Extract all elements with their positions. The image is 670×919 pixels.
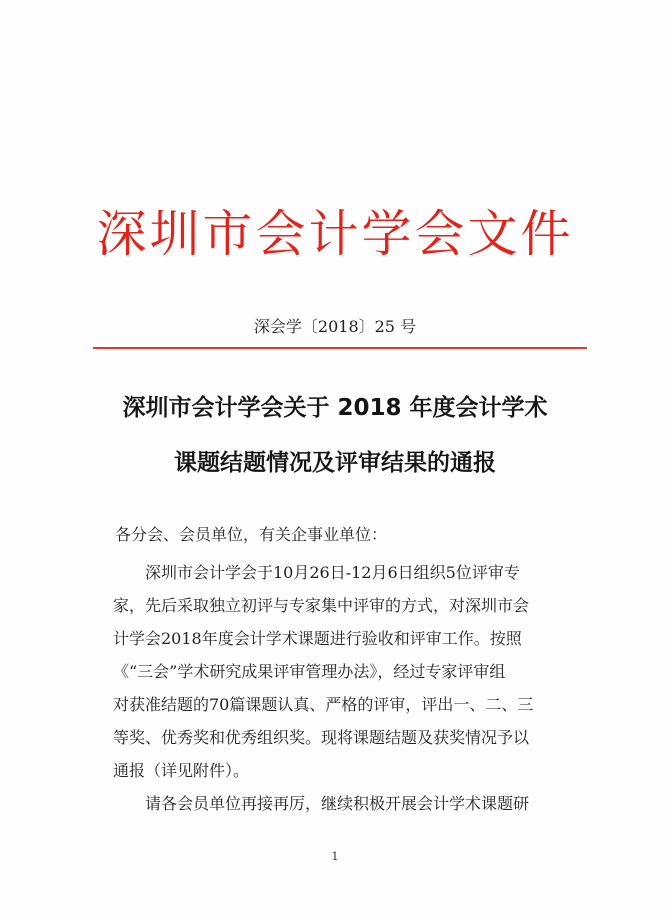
body-line-2: 家，先后采取独立初评与专家集中评审的方式，对深圳市会 [113, 596, 530, 615]
body-line-1: 深圳市会计学会于10月26日-12月6日组织5位评审专 [145, 563, 520, 582]
document-number: 深会学〔2018〕25 号 [253, 317, 417, 336]
body-line-5: 对获准结题的70篇课题认真、严格的评审，评出一、二、三 [113, 695, 534, 714]
page-number: 1 [331, 850, 339, 863]
body-line-8: 请各会员单位再接再厉，继续积极开展会计学术课题研 [145, 794, 530, 813]
body-line-3: 计学会2018年度会计学术课题进行验收和评审工作。按照 [113, 629, 522, 648]
body-line-7: 通报（详见附件）。 [113, 761, 250, 780]
body-line-6: 等奖、优秀奖和优秀组织奖。现将课题结题及获奖情况予以 [113, 728, 530, 747]
body-line-4: 《“三会”学术研究成果评审管理办法》，经过专家评审组 [113, 662, 506, 681]
title-line-2: 课题结题情况及评审结果的通报 [174, 450, 496, 476]
document-masthead: 深圳市会计学会文件 [96, 205, 574, 263]
red-divider [93, 347, 587, 349]
title-line-1: 深圳市会计学会关于 2018 年度会计学术 [122, 395, 548, 421]
salutation: 各分会、会员单位，有关企事业单位： [115, 525, 388, 544]
